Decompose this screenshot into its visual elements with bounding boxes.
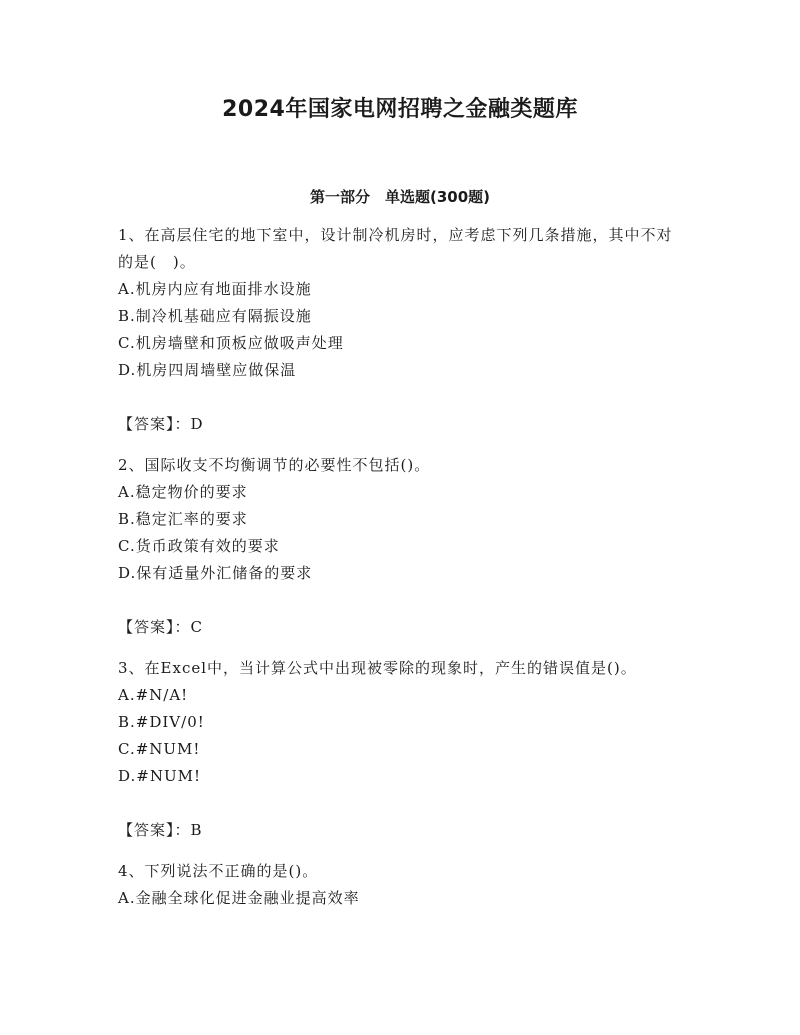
- question-stem: 4、下列说法不正确的是()。: [118, 862, 319, 880]
- question-3: [118, 655, 688, 844]
- question-stem: 2、国际收支不均衡调节的必要性不包括()。: [118, 456, 431, 474]
- option-b: B.#DIV/0!: [118, 713, 205, 731]
- option-d: D.保有适量外汇储备的要求: [118, 564, 313, 582]
- question-1: [118, 222, 688, 438]
- option-c: C.机房墙壁和顶板应做吸声处理: [118, 334, 344, 352]
- answer-line: 【答案】：C: [118, 618, 203, 636]
- option-c: C.#NUM!: [118, 740, 201, 758]
- option-b: B.制冷机基础应有隔振设施: [118, 307, 312, 325]
- question-stem: 1、在高层住宅的地下室中，设计制冷机房时，应考虑下列几条措施，其中不对的是( )。: [118, 226, 673, 271]
- document-title: 2024年国家电网招聘之金融类题库: [222, 97, 578, 122]
- answer-line: 【答案】：D: [118, 415, 204, 433]
- question-2: [118, 452, 688, 641]
- answer-line: 【答案】：B: [118, 821, 203, 839]
- option-a: A.机房内应有地面排水设施: [118, 280, 312, 298]
- option-a: A.#N/A!: [118, 686, 189, 704]
- option-d: D.机房四周墙壁应做保温: [118, 361, 297, 379]
- option-a: A.稳定物价的要求: [118, 483, 248, 501]
- option-d: D.#NUM!: [118, 767, 201, 785]
- question-4: [118, 858, 688, 912]
- option-b: B.稳定汇率的要求: [118, 510, 248, 528]
- option-c: C.货币政策有效的要求: [118, 537, 280, 555]
- question-list: [118, 222, 688, 912]
- section-title: 第一部分 单选题(300题): [309, 188, 491, 206]
- question-stem: 3、在Excel中，当计算公式中出现被零除的现象时，产生的错误值是()。: [118, 659, 637, 677]
- option-a: A.金融全球化促进金融业提高效率: [118, 889, 360, 907]
